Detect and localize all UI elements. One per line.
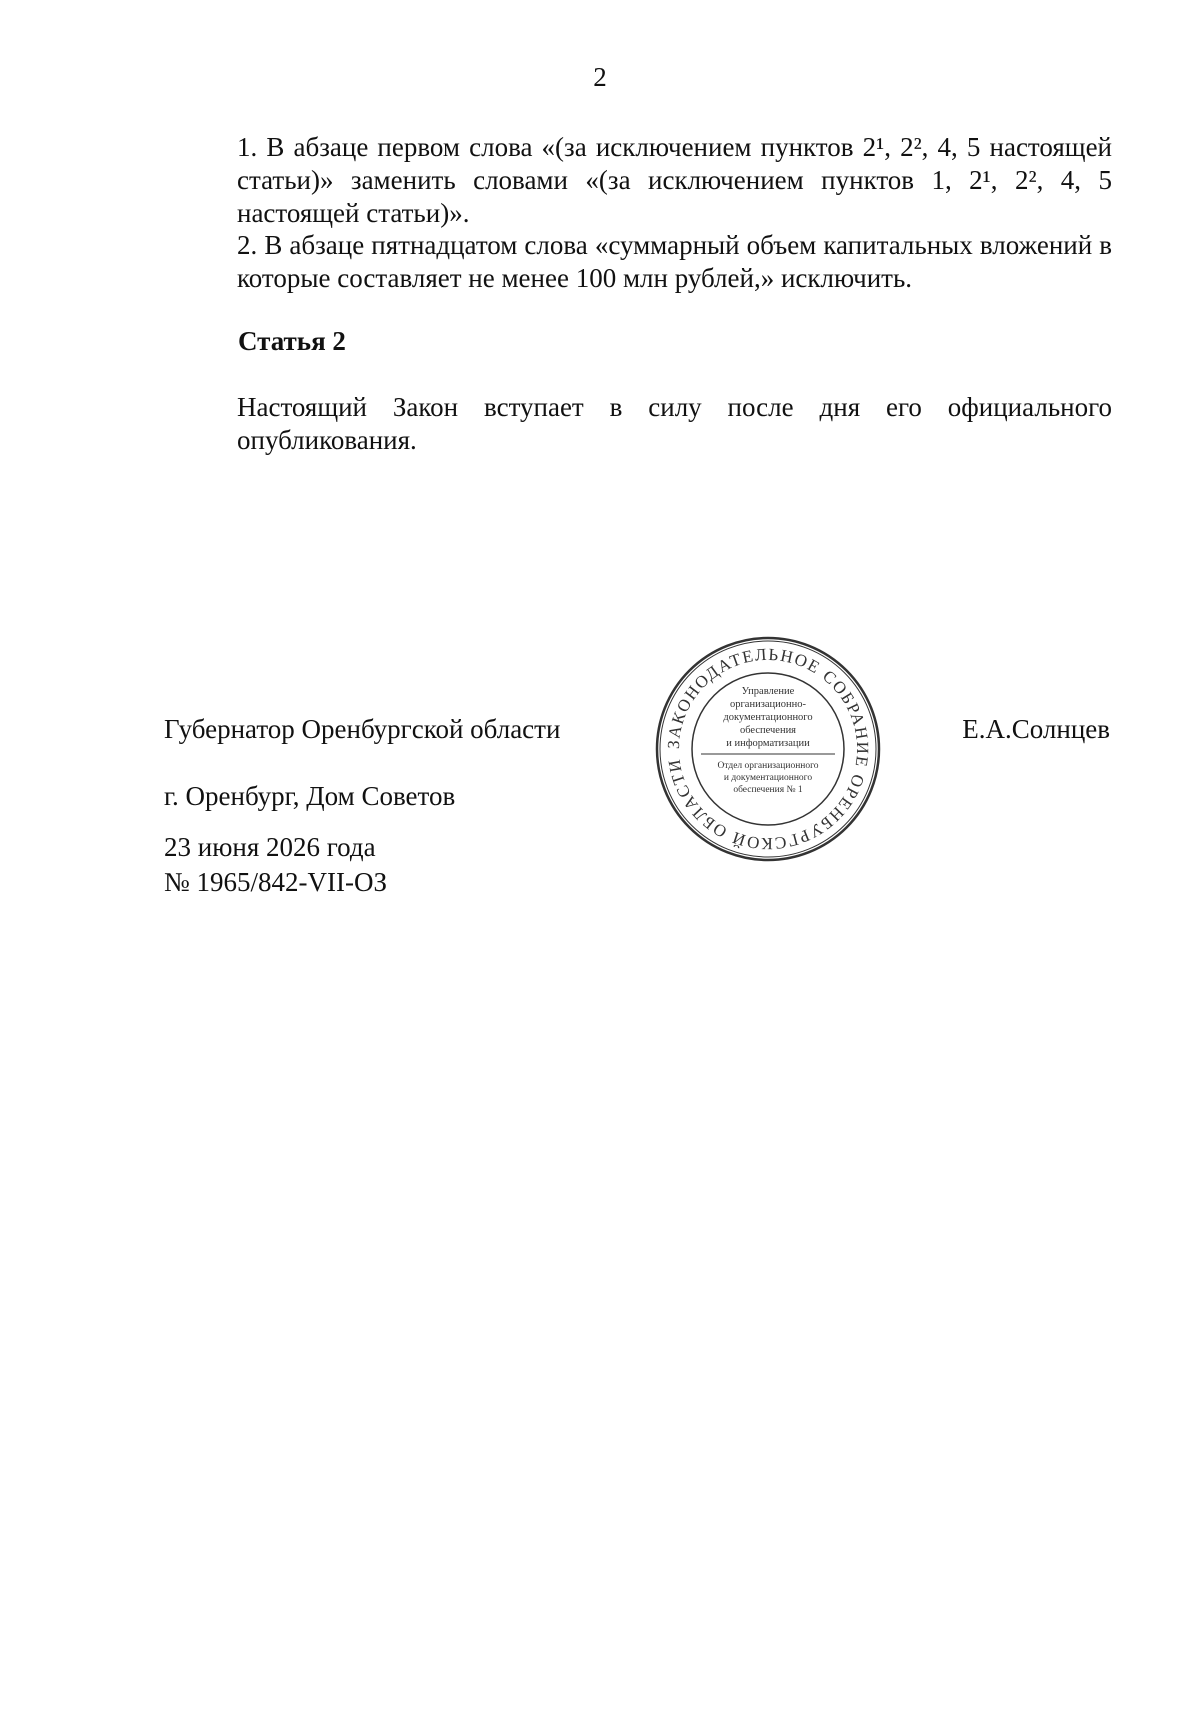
seal-lower-line: Отдел организационного [717, 761, 819, 771]
amendment-item-1 [167, 131, 1112, 230]
seal-lower-block [717, 761, 818, 795]
official-seal [653, 634, 883, 864]
governor-title: Губернатор Оренбургской области [164, 714, 561, 744]
law-number: № 1965/842-VII-ОЗ [164, 867, 388, 897]
signing-date: 23 июня 2026 года [164, 832, 376, 862]
amendment-item-2-body: В абзаце пятнадцатом слова «суммарный объем капитальных вложений в которые составляет не менее 100 млн рублей,» исключить. [237, 230, 1113, 293]
seal-upper-line: организационно- [730, 699, 806, 710]
seal-ring-text: ЗАКОНОДАТЕЛЬНОЕ СОБРАНИЕ ОРЕНБУРГСКОЙ ОБЛАСТИ [663, 644, 873, 854]
page-number: 2 [593, 62, 607, 92]
amendment-item-2-number: 2. [237, 230, 258, 260]
signing-place: г. Оренбург, Дом Советов [164, 781, 456, 811]
seal-upper-line: Управление [741, 686, 795, 697]
article-2-body [167, 391, 1112, 457]
article-2-heading: Статья 2 [238, 326, 346, 356]
amendment-item-2 [167, 229, 1112, 295]
seal-upper-line: и информатизации [726, 738, 810, 749]
seal-upper-line: документационного [723, 712, 813, 723]
seal-lower-line: и документационного [723, 773, 813, 783]
article-2-text: Настоящий Закон вступает в силу после дня его официального опубликования. [237, 392, 1112, 455]
seal-upper-block [723, 686, 812, 749]
seal-upper-line: обеспечения [739, 725, 797, 736]
governor-name: Е.А.Солнцев [962, 714, 1110, 744]
seal-lower-line: обеспечения № 1 [733, 785, 803, 795]
amendment-item-2-text [167, 229, 1112, 295]
amendment-item-1-body: В абзаце первом слова «(за исключением пунктов 2¹, 2², 4, 5 настоящей статьи)» заменить словами «(за исключением пунктов 1, 2¹, 2², 4, 5 настоящей статьи)». [237, 132, 1112, 228]
amendment-item-1-number: 1. [237, 132, 258, 162]
amendment-item-1-text [167, 131, 1112, 230]
